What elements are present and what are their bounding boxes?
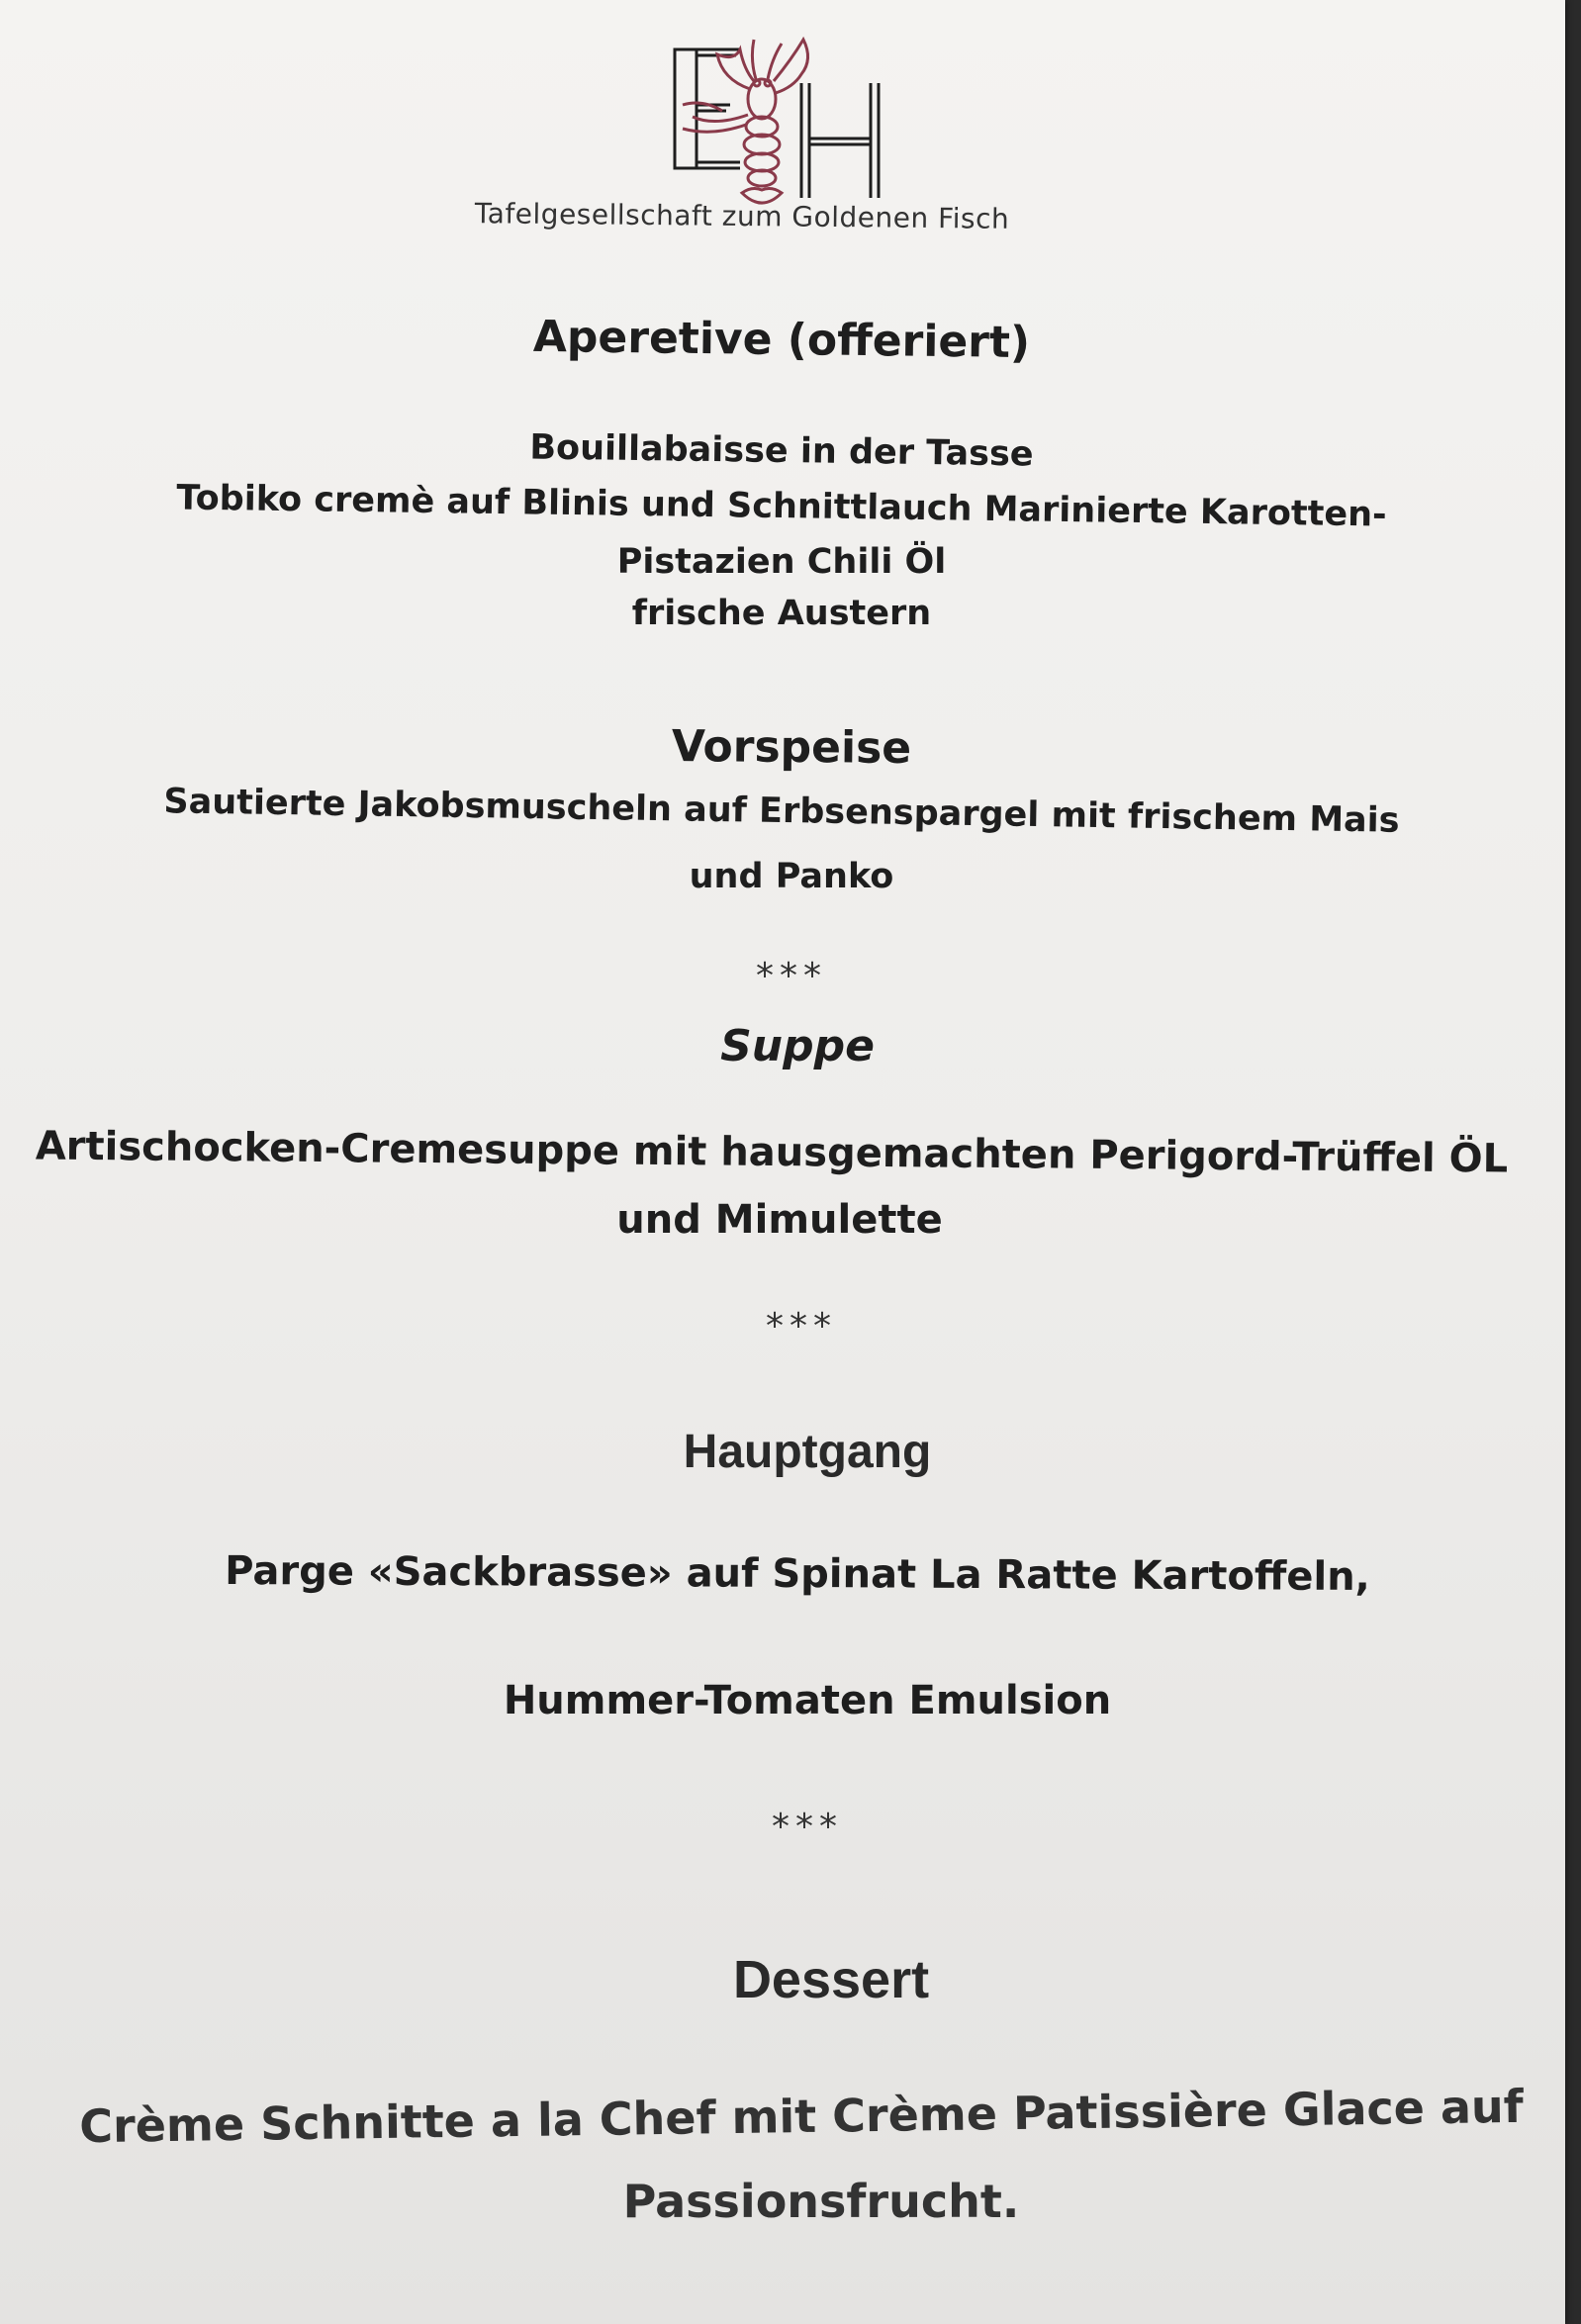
menu-line: Passionsfrucht. [622,2175,1020,2228]
menu-line: frische Austern [631,594,932,633]
section-title-aperitif: Aperetive (offeriert) [532,311,1031,369]
menu-line: Hummer-Tomaten Emulsion [503,1678,1112,1723]
menu-line: Crème Schnitte a la Chef mit Crème Patissière Glace auf [78,2079,1525,2154]
menu-line: Sautierte Jakobsmuscheln auf Erbsenspargel mit frischem Mais [163,782,1400,841]
menu-line: Pistazien Chili Öl [616,542,947,582]
organization-name: Tafelgesellschaft zum Goldenen Fisch [474,197,1010,235]
lobster-eh-monogram-logo [623,20,900,218]
section-title-soup: Suppe [720,1021,875,1071]
section-title-dessert: Dessert [732,1950,930,2009]
separator-stars: *** [756,956,827,996]
menu-line: und Mimulette [616,1197,943,1243]
menu-line: Tobiko cremè auf Blinis und Schnittlauch Marinierte Karotten- [176,478,1387,535]
menu-line: Artischocken-Cremesuppe mit hausgemachten Perigord-Trüffel ÖL [35,1123,1509,1182]
menu-line: Bouillabaisse in der Tasse [529,427,1034,475]
section-title-starter: Vorspeise [671,720,912,775]
menu-line: und Panko [689,857,894,896]
menu-line: Parge «Sackbrasse» auf Spinat La Ratte Kartoffeln, [225,1547,1370,1601]
separator-stars: *** [772,1807,843,1847]
separator-stars: *** [766,1306,837,1347]
section-title-main: Hauptgang [683,1426,932,1478]
